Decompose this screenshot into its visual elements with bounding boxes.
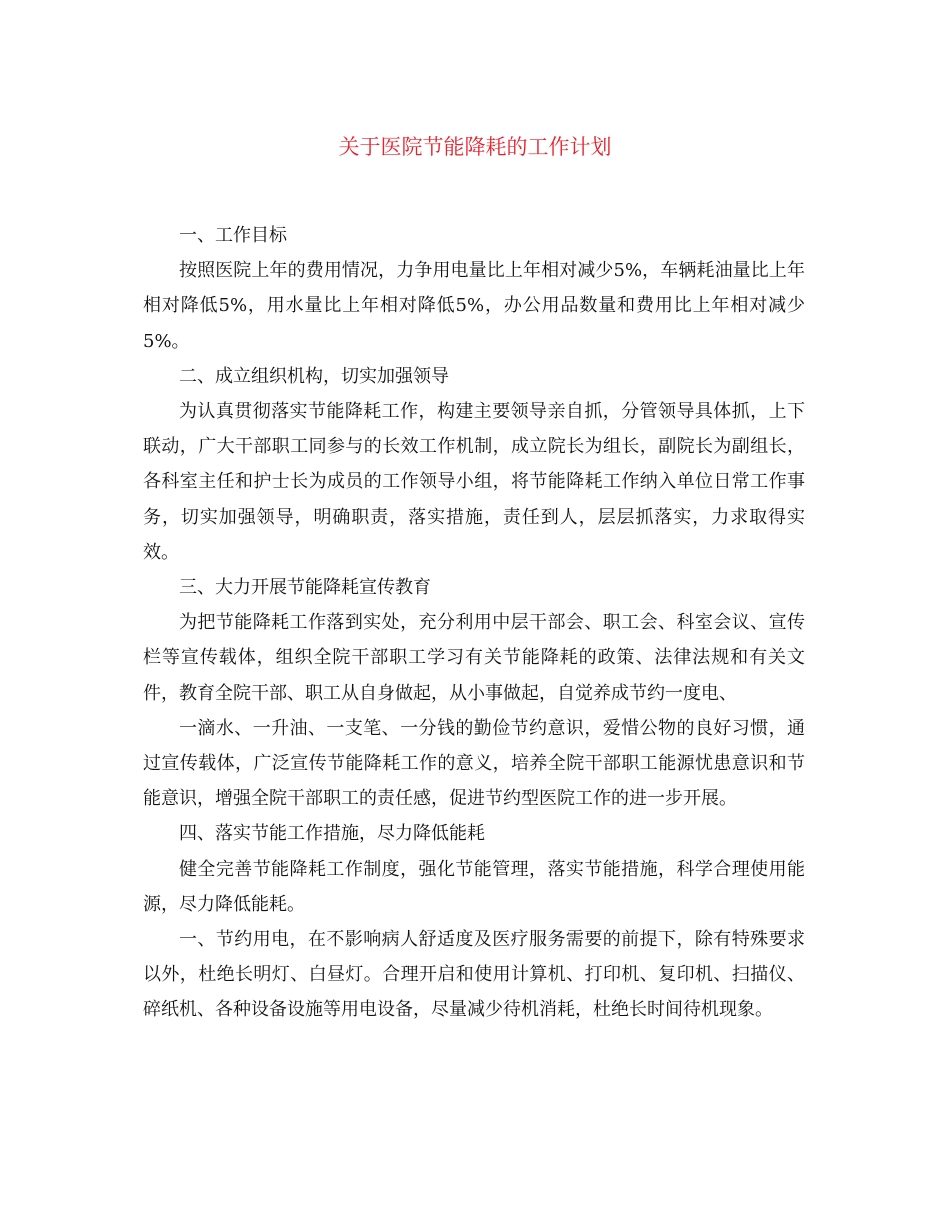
paragraph-publicity-continued: 一滴水、一升油、一支笔、一分钱的勤俭节约意识，爱惜公物的良好习惯，通过宣传载体，广泛宣传节能降耗工作的意义，培养全院干部职工能源忧患意识和节能意识，增强全院干部职工的责任感，促进节约型医院工作的进一步开展。	[143, 717, 805, 810]
section-heading-measures: 四、落实节能工作措施，尽力降低能耗	[179, 823, 485, 845]
section-heading-goals: 一、工作目标	[179, 225, 287, 246]
section-heading-organization: 二、成立组织机构，切实加强领导	[179, 365, 449, 387]
section-heading-publicity: 三、大力开展节能降耗宣传教育	[179, 577, 431, 599]
paragraph-publicity: 为把节能降耗工作落到实处，充分利用中层干部会、职工会、科室会议、宣传栏等宣传载体，组织全院干部职工学习有关节能降耗的政策、法律法规和有关文件，教育全院干部、职工从自身做起，从小事做起，自觉养成节约一度电、	[143, 612, 805, 704]
document-title: 关于医院节能降耗的工作计划	[338, 135, 612, 159]
paragraph-electricity: 一、节约用电，在不影响病人舒适度及医疗服务需要的前提下，除有特殊要求以外，杜绝长明灯、白昼灯。合理开启和使用计算机、打印机、复印机、扫描仪、碎纸机、各种设备设施等用电设备，尽量减少待机消耗，杜绝长时间待机现象。	[143, 929, 805, 1021]
paragraph-organization: 为认真贯彻落实节能降耗工作，构建主要领导亲自抓，分管领导具体抓，上下联动，广大干部职工同参与的长效工作机制，成立院长为组长，副院长为副组长，各科室主任和护士长为成员的工作领导小组，将节能降耗工作纳入单位日常工作事务，切实加强领导，明确职责，落实措施，责任到人，层层抓落实，力求取得实效。	[143, 401, 805, 563]
paragraph-measures: 健全完善节能降耗工作制度，强化节能管理，落实节能措施，科学合理使用能源，尽力降低能耗。	[143, 858, 805, 915]
paragraph-goals: 按照医院上年的费用情况，力争用电量比上年相对减少5%，车辆耗油量比上年相对降低5%，用水量比上年相对降低5%，办公用品数量和费用比上年相对减少5%。	[143, 260, 805, 352]
document-body	[143, 218, 805, 1028]
